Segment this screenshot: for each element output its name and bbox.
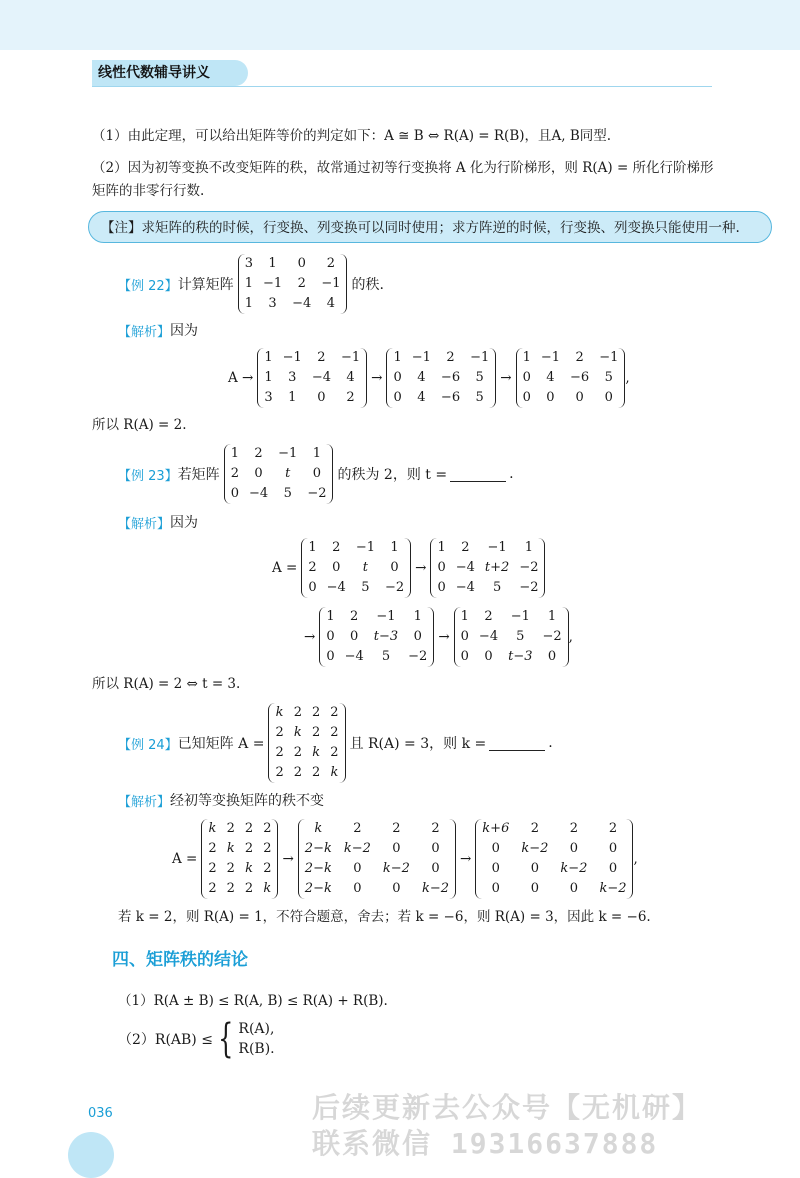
lhs: A = — [272, 560, 298, 576]
matrix-cell: 4 — [417, 390, 426, 405]
matrix-cell: 0 — [230, 486, 239, 501]
conclusion-2 — [118, 1018, 275, 1060]
matrix-cell: 0 — [491, 881, 500, 896]
matrix-cell: t — [362, 560, 369, 575]
matrix-cell: 0 — [326, 629, 335, 644]
matrix-cell: 0 — [547, 649, 557, 664]
matrix-cell: 0 — [350, 629, 359, 644]
matrix-cell: 2 — [208, 881, 217, 896]
matrix-cell: 5 — [361, 580, 370, 595]
watermark-line-2: 联系微信 19316637888 — [312, 1127, 659, 1160]
example-22-prompt: 计算矩阵 — [177, 277, 234, 293]
example-23-steps-1 — [272, 537, 545, 599]
matrix-cell: 2 — [293, 745, 302, 760]
answer-blank[interactable] — [489, 736, 545, 751]
matrix-cell: k — [245, 861, 253, 876]
matrix-cell: 0 — [608, 841, 618, 856]
matrix-cell: 2 — [530, 821, 539, 836]
matrix-cell: 0 — [308, 580, 317, 595]
matrix-cell: −1 — [510, 609, 530, 624]
matrix-cell: 2 — [308, 560, 317, 575]
watermark-line-1: 后续更新去公众号【无机研】 — [312, 1091, 703, 1124]
matrix-cell: 0 — [312, 466, 322, 481]
matrix-cell: 2 — [230, 466, 239, 481]
example-24 — [118, 702, 553, 784]
conclusion-2-lhs: （2）R(AB) ≤ — [118, 1032, 213, 1048]
matrix-cell: 2 — [293, 765, 302, 780]
matrix-cell: 0 — [484, 649, 493, 664]
note-box — [88, 211, 772, 243]
matrix-cell: −4 — [478, 629, 499, 644]
matrix-cell: k+6 — [482, 821, 510, 836]
arrow-icon: → — [500, 370, 512, 386]
matrix-cell: −2 — [408, 649, 428, 664]
matrix-cell: 5 — [516, 629, 525, 644]
matrix-cell: −4 — [326, 580, 346, 595]
matrix-cell: 2 — [226, 881, 235, 896]
matrix-cell: 2 — [446, 350, 455, 365]
matrix-cell: 2 — [297, 276, 306, 291]
matrix-cell: 2 — [208, 841, 217, 856]
matrix-cell: 2 — [275, 765, 284, 780]
matrix-cell: 0 — [392, 841, 401, 856]
matrix-cell: 1 — [264, 350, 273, 365]
example-23-end: . — [509, 466, 514, 482]
example-23-label: 【例 23】 — [118, 468, 178, 484]
matrix-cell: 1 — [244, 276, 253, 291]
example-24-label: 【例 24】 — [118, 737, 178, 753]
matrix-cell: 0 — [332, 560, 341, 575]
matrix-cell: 4 — [546, 370, 555, 385]
matrix-cell: 2 — [254, 446, 263, 461]
case-top: R(A), — [238, 1021, 275, 1037]
matrix-cell: 1 — [413, 609, 422, 624]
matrix-cell: 0 — [569, 881, 579, 896]
matrix-cell: −4 — [292, 296, 312, 311]
matrix-cell: 0 — [353, 881, 362, 896]
matrix-cell: k−2 — [599, 881, 627, 896]
matrix-cell: k — [263, 881, 272, 896]
matrix-cell: 0 — [460, 629, 469, 644]
matrix-cell: 2 — [275, 725, 284, 740]
matrix-cell: 1 — [393, 350, 402, 365]
matrix-cell: 0 — [353, 861, 362, 876]
matrix-cell: 0 — [413, 629, 422, 644]
matrix-cell: 2 — [569, 821, 579, 836]
step-matrix — [475, 819, 633, 899]
matrix-cell: t — [285, 466, 291, 481]
matrix-cell: 0 — [575, 390, 584, 405]
matrix-cell: 2 — [244, 841, 254, 856]
lhs: A → — [228, 370, 254, 386]
matrix-cell: −2 — [307, 486, 327, 501]
matrix-cell: 0 — [326, 649, 335, 664]
matrix-cell: −6 — [440, 370, 461, 385]
matrix-cell: 2 — [608, 821, 618, 836]
matrix-cell: 0 — [522, 390, 531, 405]
matrix-cell: −6 — [440, 390, 461, 405]
example-22 — [118, 253, 384, 315]
matrix-cell: 2 — [317, 350, 326, 365]
matrix-cell: 2 — [275, 745, 284, 760]
matrix-cell: 0 — [317, 390, 326, 405]
matrix-cell: t+2 — [484, 560, 510, 575]
matrix-cell: 2−k — [304, 861, 332, 876]
matrix-cell: k — [226, 841, 235, 856]
solution-label: 【解析】 — [118, 324, 171, 340]
matrix-cell: 0 — [604, 390, 613, 405]
matrix-cell: k — [275, 705, 284, 720]
example-23-solution — [118, 512, 198, 532]
matrix-cell: 4 — [326, 296, 336, 311]
page-header: 线性代数辅导讲义 — [92, 60, 248, 86]
conclusion-1: （1）R(A ± B) ≤ R(A, B) ≤ R(A) + R(B). — [118, 993, 388, 1009]
matrix-cell: 2 — [392, 821, 401, 836]
conclusion-2-cases — [238, 1019, 274, 1059]
matrix-cell: −4 — [311, 370, 331, 385]
note-label: 【注】 — [101, 220, 142, 236]
matrix-cell: 0 — [297, 256, 306, 271]
matrix-cell: k — [314, 821, 323, 836]
matrix-cell: 4 — [417, 370, 426, 385]
header-rule — [92, 86, 712, 87]
matrix-cell: −2 — [384, 580, 405, 595]
example-23-suffix: 的秩为 2，则 t = — [337, 467, 448, 483]
matrix-cell: −2 — [519, 580, 539, 595]
solution-text: 经初等变换矩阵的秩不变 — [170, 793, 325, 809]
example-24-conclusion: 若 k = 2，则 R(A) = 1，不符合题意，舍去；若 k = −6，则 R(A) = 3，因此 k = −6. — [118, 909, 651, 925]
matrix-cell: 2 — [293, 705, 302, 720]
matrix-cell: 0 — [393, 390, 402, 405]
matrix-cell: 1 — [244, 296, 253, 311]
matrix-cell: 1 — [437, 540, 446, 555]
matrix-cell: 1 — [390, 540, 399, 555]
matrix-cell: 0 — [431, 861, 440, 876]
matrix-cell: 5 — [475, 390, 484, 405]
step-matrix — [298, 819, 456, 899]
example-24-matrix — [268, 703, 345, 783]
step-matrix — [301, 538, 411, 598]
matrix-cell: 2 — [350, 609, 359, 624]
example-22-conclusion: 所以 R(A) = 2. — [92, 417, 187, 433]
matrix-cell: 2 — [244, 881, 254, 896]
matrix-cell: −1 — [321, 276, 341, 291]
matrix-cell: 2 — [575, 350, 584, 365]
matrix-cell: −2 — [519, 560, 539, 575]
matrix-cell: k−2 — [521, 841, 549, 856]
example-22-steps: A → 1 −1 2 −1 1 3 −4 4 3 1 0 2 → 1 −1 2 −1 0 4 −6 5 0 4 −6 5 → 1 −1 2 −1 0 4 −6 5 0 0 0 0 , — [228, 347, 630, 409]
matrix-cell: −1 — [376, 609, 396, 624]
matrix-cell: 2 — [353, 821, 362, 836]
matrix-cell: 0 — [393, 370, 402, 385]
matrix-cell: 0 — [491, 841, 500, 856]
corner-decoration — [68, 1132, 114, 1178]
matrix-cell: 1 — [326, 609, 335, 624]
matrix-cell: 2 — [263, 861, 272, 876]
matrix-cell: k−2 — [560, 861, 588, 876]
matrix-cell: 3 — [268, 296, 277, 311]
matrix-cell: 5 — [283, 486, 292, 501]
step-matrix — [319, 607, 434, 667]
example-23-conclusion: 所以 R(A) = 2 ⇔ t = 3. — [92, 676, 241, 692]
matrix-cell: −1 — [278, 446, 298, 461]
matrix-cell: k−2 — [421, 881, 449, 896]
example-24-prompt: 已知矩阵 A = — [177, 736, 265, 752]
matrix-cell: −1 — [411, 350, 431, 365]
matrix-cell: −2 — [542, 629, 562, 644]
matrix-cell: 0 — [546, 390, 555, 405]
matrix-cell: k — [312, 745, 321, 760]
matrix-cell: 0 — [522, 370, 531, 385]
step-matrix — [257, 348, 367, 408]
matrix-cell: 2−k — [304, 841, 332, 856]
matrix-cell: 1 — [460, 609, 469, 624]
paragraph-2b: 矩阵的非零行行数. — [92, 183, 205, 199]
matrix-cell: 1 — [312, 446, 322, 461]
example-22-suffix: 的秩. — [351, 277, 384, 293]
matrix-cell: 0 — [460, 649, 469, 664]
note-text: 求矩阵的秩的时候，行变换、列变换可以同时使用；求方阵逆的时候，行变换、列变换只能使用一种. — [141, 220, 740, 236]
matrix-cell: 0 — [254, 466, 263, 481]
example-24-steps: A = k 2 2 2 2 k 2 2 2 2 k 2 2 2 2 k → k 2 2 2 2−k k−2 0 0 2−k 0 k−2 0 2−k 0 0 k−2 → k+6 2 2 2 0 k−2 0 0 0 0 k−2 0 0 0 0 k−2 , — [172, 816, 638, 902]
matrix-cell: 0 — [392, 881, 401, 896]
matrix-cell: 2 — [226, 861, 235, 876]
matrix-cell: 1 — [524, 540, 534, 555]
example-23-matrix — [224, 444, 334, 504]
matrix-cell: −1 — [540, 350, 561, 365]
page-number: 036 — [88, 1106, 113, 1121]
matrix-cell: k — [208, 821, 217, 836]
arrow-icon: → — [304, 629, 316, 645]
matrix-cell: 0 — [491, 861, 500, 876]
paragraph-2a: （2）因为初等变换不改变矩阵的秩，故常通过初等行变换将 A 化为行阶梯形，则 R(A) = 所化行阶梯形 — [92, 160, 714, 176]
matrix-cell: 0 — [437, 560, 446, 575]
top-band — [0, 0, 800, 50]
case-bottom: R(B). — [238, 1041, 275, 1057]
matrix-cell: 2 — [431, 821, 440, 836]
matrix-cell: −4 — [455, 580, 475, 595]
matrix-cell: 3 — [288, 370, 297, 385]
step-matrix — [516, 348, 626, 408]
matrix-cell: −1 — [470, 350, 490, 365]
section-title: 四、矩阵秩的结论 — [112, 950, 248, 970]
matrix-cell: 2 — [326, 256, 336, 271]
matrix-cell: 0 — [530, 861, 539, 876]
matrix-cell: 1 — [230, 446, 239, 461]
matrix-cell: 2 — [263, 841, 272, 856]
matrix-cell: 1 — [268, 256, 277, 271]
matrix-cell: −1 — [282, 350, 302, 365]
matrix-cell: 0 — [431, 841, 440, 856]
matrix-cell: 1 — [522, 350, 531, 365]
example-23-steps-2: → 1 2 −1 1 0 0 t−3 0 0 −4 5 −2 → 1 2 −1 1 0 −4 5 −2 0 0 t−3 0 , — [300, 606, 573, 668]
matrix-cell: −1 — [599, 350, 619, 365]
matrix-cell: k — [330, 765, 339, 780]
matrix-cell: 2 — [330, 725, 339, 740]
matrix-cell: 2 — [208, 861, 217, 876]
solution-label: 【解析】 — [118, 516, 171, 532]
matrix-cell: −4 — [455, 560, 475, 575]
step-matrix — [386, 348, 496, 408]
example-22-matrix — [238, 254, 348, 314]
matrix-cell: 0 — [608, 861, 618, 876]
example-23-prompt: 若矩阵 — [177, 467, 220, 483]
matrix-cell: 0 — [390, 560, 399, 575]
matrix-cell: 2 — [244, 821, 254, 836]
matrix-cell: 2 — [312, 765, 321, 780]
matrix-cell: 2 — [484, 609, 493, 624]
example-24-end: . — [548, 735, 553, 751]
matrix-cell: 0 — [569, 841, 579, 856]
matrix-cell: 1 — [264, 370, 273, 385]
matrix-cell: 0 — [530, 881, 539, 896]
example-22-label: 【例 22】 — [118, 278, 178, 294]
matrix-cell: −1 — [262, 276, 283, 291]
step-matrix — [430, 538, 545, 598]
matrix-cell: 5 — [604, 370, 613, 385]
matrix-cell: 1 — [288, 390, 297, 405]
matrix-cell: 2 — [346, 390, 355, 405]
matrix-cell: 2 — [312, 725, 321, 740]
matrix-cell: t−3 — [508, 649, 533, 664]
matrix-cell: 5 — [381, 649, 391, 664]
matrix-cell: 2 — [332, 540, 341, 555]
matrix-cell: 3 — [244, 256, 253, 271]
step-matrix — [201, 819, 278, 899]
matrix-cell: 2 — [461, 540, 470, 555]
matrix-cell: −6 — [570, 370, 590, 385]
matrix-cell: 2 — [330, 745, 339, 760]
matrix-cell: 2 — [330, 705, 339, 720]
matrix-cell: −1 — [487, 540, 507, 555]
arrow-icon: → — [415, 560, 427, 576]
matrix-cell: 0 — [437, 580, 446, 595]
matrix-cell: k−2 — [343, 841, 371, 856]
solution-text: 因为 — [170, 323, 199, 339]
solution-label: 【解析】 — [118, 794, 171, 810]
step-matrix — [454, 607, 569, 667]
arrow-icon: → — [282, 851, 294, 867]
matrix-cell: 2 — [263, 821, 272, 836]
example-24-solution — [118, 790, 324, 810]
answer-blank[interactable] — [450, 467, 506, 482]
paragraph-1: （1）由此定理，可以给出矩阵等价的判定如下：A ≅ B ⇔ R(A) = R(B)，且A, B同型. — [92, 128, 612, 144]
arrow-icon: → — [438, 629, 450, 645]
matrix-cell: t−3 — [373, 629, 399, 644]
arrow-icon: → — [371, 370, 383, 386]
matrix-cell: k−2 — [382, 861, 410, 876]
example-22-solution — [118, 320, 198, 340]
example-23 — [118, 443, 514, 505]
arrow-icon: → — [459, 851, 472, 867]
matrix-cell: 2 — [312, 705, 321, 720]
matrix-cell: 2 — [226, 821, 235, 836]
solution-text: 因为 — [170, 515, 199, 531]
left-brace-icon: { — [218, 1016, 234, 1062]
matrix-cell: 3 — [264, 390, 273, 405]
example-24-suffix: 且 R(A) = 3，则 k = — [349, 736, 487, 752]
matrix-cell: 1 — [547, 609, 557, 624]
matrix-cell: 4 — [346, 370, 355, 385]
matrix-cell: 5 — [492, 580, 502, 595]
matrix-cell: −1 — [340, 350, 361, 365]
matrix-cell: 2−k — [304, 881, 332, 896]
matrix-cell: −4 — [248, 486, 269, 501]
matrix-cell: k — [293, 725, 302, 740]
matrix-cell: −1 — [355, 540, 375, 555]
lhs: A = — [172, 851, 198, 867]
matrix-cell: 5 — [475, 370, 484, 385]
matrix-cell: 1 — [308, 540, 317, 555]
matrix-cell: −4 — [344, 649, 364, 664]
